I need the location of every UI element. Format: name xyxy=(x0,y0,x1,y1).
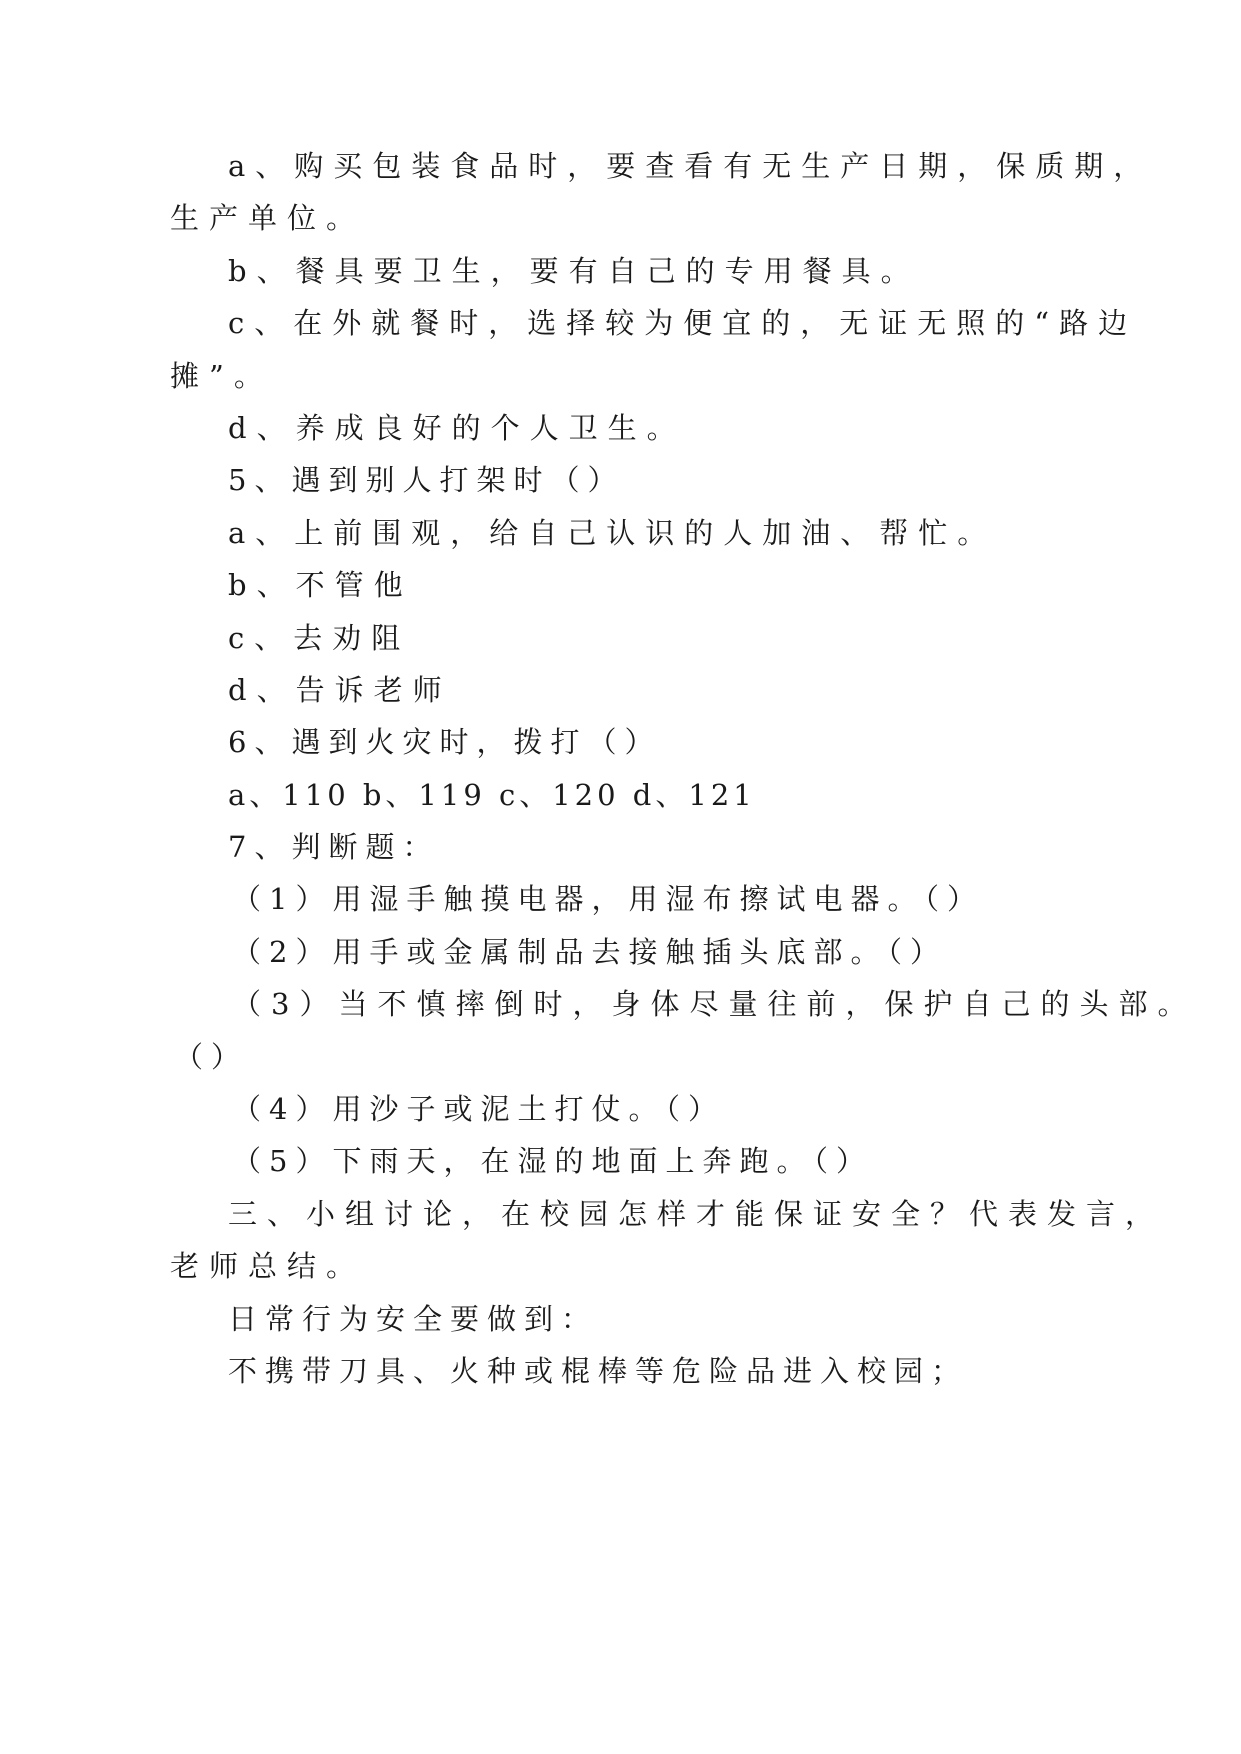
judgment-item: （2）用手或金属制品去接触插头底部。（） xyxy=(232,935,947,969)
answer-option: c、去劝阻 xyxy=(228,621,411,655)
text-line: b、餐具要卫生，要有自己的专用餐具。 xyxy=(228,254,920,288)
text-line: 老师总结。 xyxy=(170,1249,366,1283)
text-line: c、在外就餐时，选择较为便宜的，无证无照的“路边 xyxy=(228,306,1138,340)
judgment-item: （4）用沙子或泥土打仗。（） xyxy=(232,1092,725,1126)
judgment-item: （3）当不慎摔倒时，身体尽量往前，保护自己的头部。 xyxy=(232,987,1197,1021)
text-line: 摊”。 xyxy=(170,359,273,393)
text-line: a、购买包装食品时，要查看有无生产日期，保质期， xyxy=(228,149,1153,183)
judgment-item: （1）用湿手触摸电器，用湿布擦试电器。（） xyxy=(232,882,984,916)
text-line: 生产单位。 xyxy=(170,201,366,235)
question-line: 6、遇到火灾时，拨打（） xyxy=(228,725,662,759)
answer-option: a、上前围观，给自己认识的人加油、帮忙。 xyxy=(228,516,997,550)
question-line: 5、遇到别人打架时（） xyxy=(228,463,625,497)
text-line: d、养成良好的个人卫生。 xyxy=(228,411,686,445)
judgment-item: （5）下雨天，在湿的地面上奔跑。（） xyxy=(232,1144,873,1178)
text-line: 日常行为安全要做到： xyxy=(228,1302,599,1336)
text-line: 不携带刀具、火种或棍棒等危险品进入校园； xyxy=(228,1354,969,1388)
answer-option: a、110 b、119 c、120 d、121 xyxy=(228,778,756,812)
judgment-item-continuation: （） xyxy=(174,1040,249,1074)
answer-option: d、告诉老师 xyxy=(228,673,452,707)
section-heading: 三、小组讨论，在校园怎样才能保证安全？代表发言， xyxy=(228,1197,1165,1231)
answer-option: b、不管他 xyxy=(228,568,413,602)
question-line: 7、判断题： xyxy=(228,830,440,864)
